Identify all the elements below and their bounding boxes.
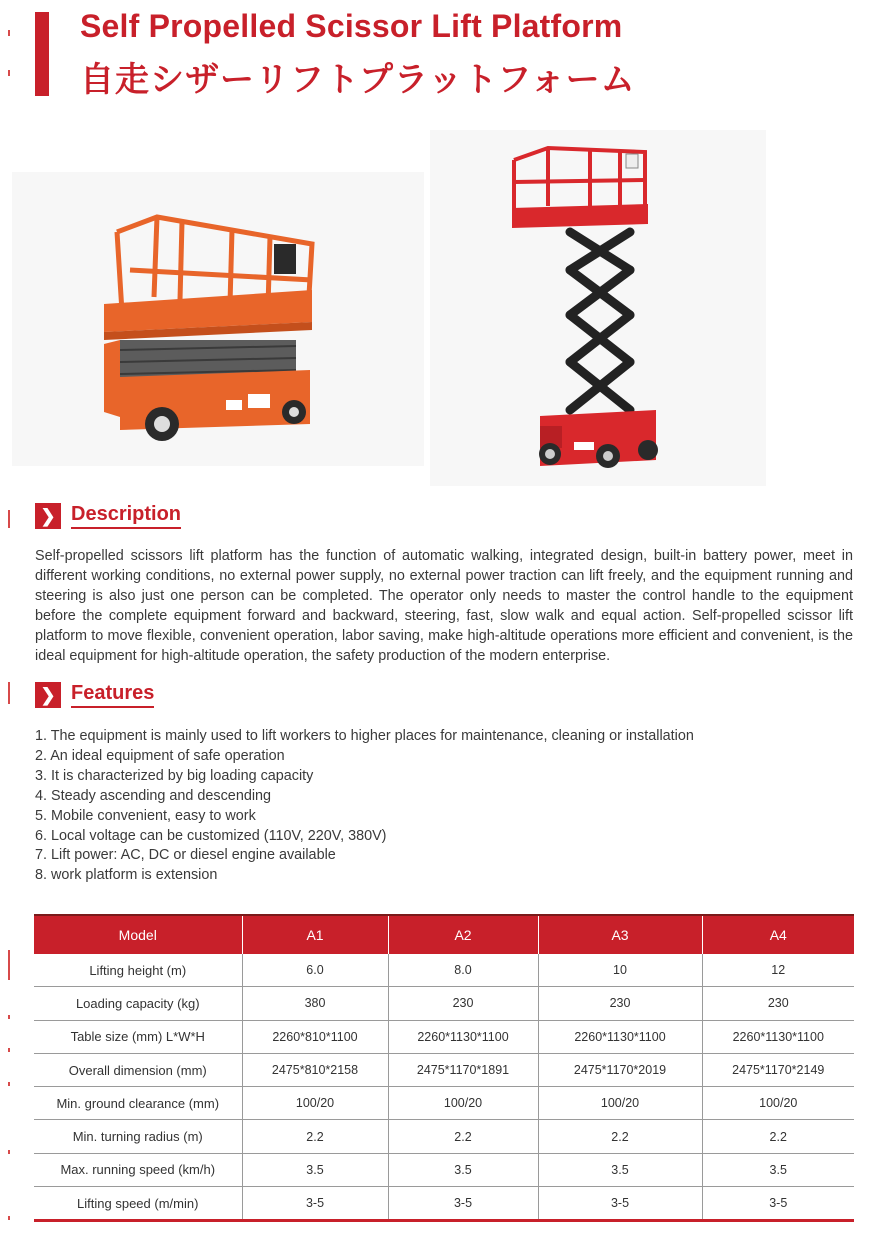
list-item: 5. Mobile convenient, easy to work	[35, 807, 256, 824]
column-header: A1	[242, 915, 388, 954]
table-cell: 10	[538, 954, 702, 987]
table-cell: 230	[388, 987, 538, 1020]
table-cell: 6.0	[242, 954, 388, 987]
features-heading-label: Features	[71, 682, 154, 708]
table-row	[34, 1120, 854, 1153]
table-cell: 100/20	[242, 1087, 388, 1120]
table-cell: 3-5	[242, 1187, 388, 1221]
red-lift-illustration	[430, 130, 766, 486]
table-cell: 3-5	[388, 1187, 538, 1221]
table-cell: 100/20	[702, 1087, 854, 1120]
table-cell: 380	[242, 987, 388, 1020]
row-label: Min. turning radius (m)	[34, 1120, 242, 1153]
chevron-right-icon: ❯	[35, 503, 61, 529]
table-cell: 2260*1130*1100	[538, 1020, 702, 1053]
table-row	[34, 1053, 854, 1086]
table-cell: 8.0	[388, 954, 538, 987]
row-label: Lifting height (m)	[89, 962, 187, 978]
row-label: Min. ground clearance (mm)	[34, 1087, 242, 1120]
row-label: Loading capacity (kg)	[34, 987, 242, 1020]
list-item: 2. An ideal equipment of safe operation	[35, 747, 285, 764]
table-cell: 2.2	[388, 1120, 538, 1153]
table-cell: 3-5	[702, 1187, 854, 1221]
list-item: 8. work platform is extension	[35, 867, 218, 884]
column-header: A4	[702, 915, 854, 954]
table-cell: 100/20	[388, 1087, 538, 1120]
table-cell: 2.2	[702, 1120, 854, 1153]
table-cell: 2.2	[242, 1120, 388, 1153]
table-cell: 3.5	[388, 1153, 538, 1186]
list-item: 6. Local voltage can be customized (110V, 220V, 380V)	[35, 827, 387, 844]
product-image-orange-lift	[12, 172, 424, 466]
table-header-row	[34, 915, 854, 954]
column-header: A2	[388, 915, 538, 954]
table-row	[34, 1020, 854, 1053]
row-label: Lifting speed (m/min)	[34, 1187, 242, 1221]
list-item: 4. Steady ascending and descending	[35, 787, 272, 804]
table-row	[34, 1153, 854, 1186]
table-cell: 3-5	[538, 1187, 702, 1221]
table-cell: 2260*1130*1100	[388, 1020, 538, 1053]
table-row	[34, 987, 854, 1020]
table-cell: 2.2	[538, 1120, 702, 1153]
table-cell: 2260*810*1100	[242, 1020, 388, 1053]
table-cell: 3.5	[702, 1153, 854, 1186]
features-heading	[35, 680, 154, 710]
row-label: Table size (mm) L*W*H	[34, 1020, 242, 1053]
orange-lift-illustration	[12, 172, 424, 466]
table-cell: 12	[702, 954, 854, 987]
table-cell: 2475*1170*2149	[702, 1053, 854, 1086]
description-heading	[35, 501, 181, 531]
row-label: Max. running speed (km/h)	[34, 1153, 242, 1186]
column-header: Model	[34, 915, 242, 954]
table-row	[34, 1087, 854, 1120]
page-title: Self Propelled Scissor Lift Platform	[80, 8, 623, 44]
title-accent-bar	[35, 12, 49, 96]
list-item: 3. It is characterized by big loading capacity	[35, 767, 314, 784]
page-title-japanese: 自走シザーリフトプラットフォーム	[80, 60, 636, 100]
list-item: 7. Lift power: AC, DC or diesel engine available	[35, 847, 336, 864]
chevron-right-icon: ❯	[35, 682, 61, 708]
row-label: Overall dimension (mm)	[34, 1053, 242, 1086]
table-cell: 2475*810*2158	[242, 1053, 388, 1086]
product-image-red-lift	[430, 130, 766, 486]
table-cell: 230	[702, 987, 854, 1020]
table-cell: 2475*1170*2019	[538, 1053, 702, 1086]
table-cell: 230	[538, 987, 702, 1020]
table-cell: 3.5	[538, 1153, 702, 1186]
table-row	[34, 1187, 854, 1221]
table-cell: 2475*1170*1891	[388, 1053, 538, 1086]
features-list	[35, 727, 694, 886]
description-text: Self-propelled scissors lift platform has the function of automatic walking, integrated design, built-in battery power, meet in different working conditions, no external power supply, no external power traction can lift freely, and the equipment running and steering is also just one person can be completed. The operator only needs to master the control handle to the equipment before the complete equipment forward and backward, steering, fast, slow walk and equal action. Self-propelled scissor lift platform to move flexible, convenient operation, labor saving, make high-altitude operations more efficient and convenient, is the ideal equipment for high-altitude operation, the safety production of the modern enterprise.	[35, 548, 853, 664]
table-row	[34, 954, 854, 987]
spec-table	[34, 914, 854, 1222]
column-header: A3	[538, 915, 702, 954]
description-heading-label: Description	[71, 503, 181, 529]
table-cell: 3.5	[242, 1153, 388, 1186]
table-cell: 2260*1130*1100	[702, 1020, 854, 1053]
list-item: 1. The equipment is mainly used to lift workers to higher places for maintenance, cleaning or installation	[35, 728, 694, 744]
table-cell: 100/20	[538, 1087, 702, 1120]
